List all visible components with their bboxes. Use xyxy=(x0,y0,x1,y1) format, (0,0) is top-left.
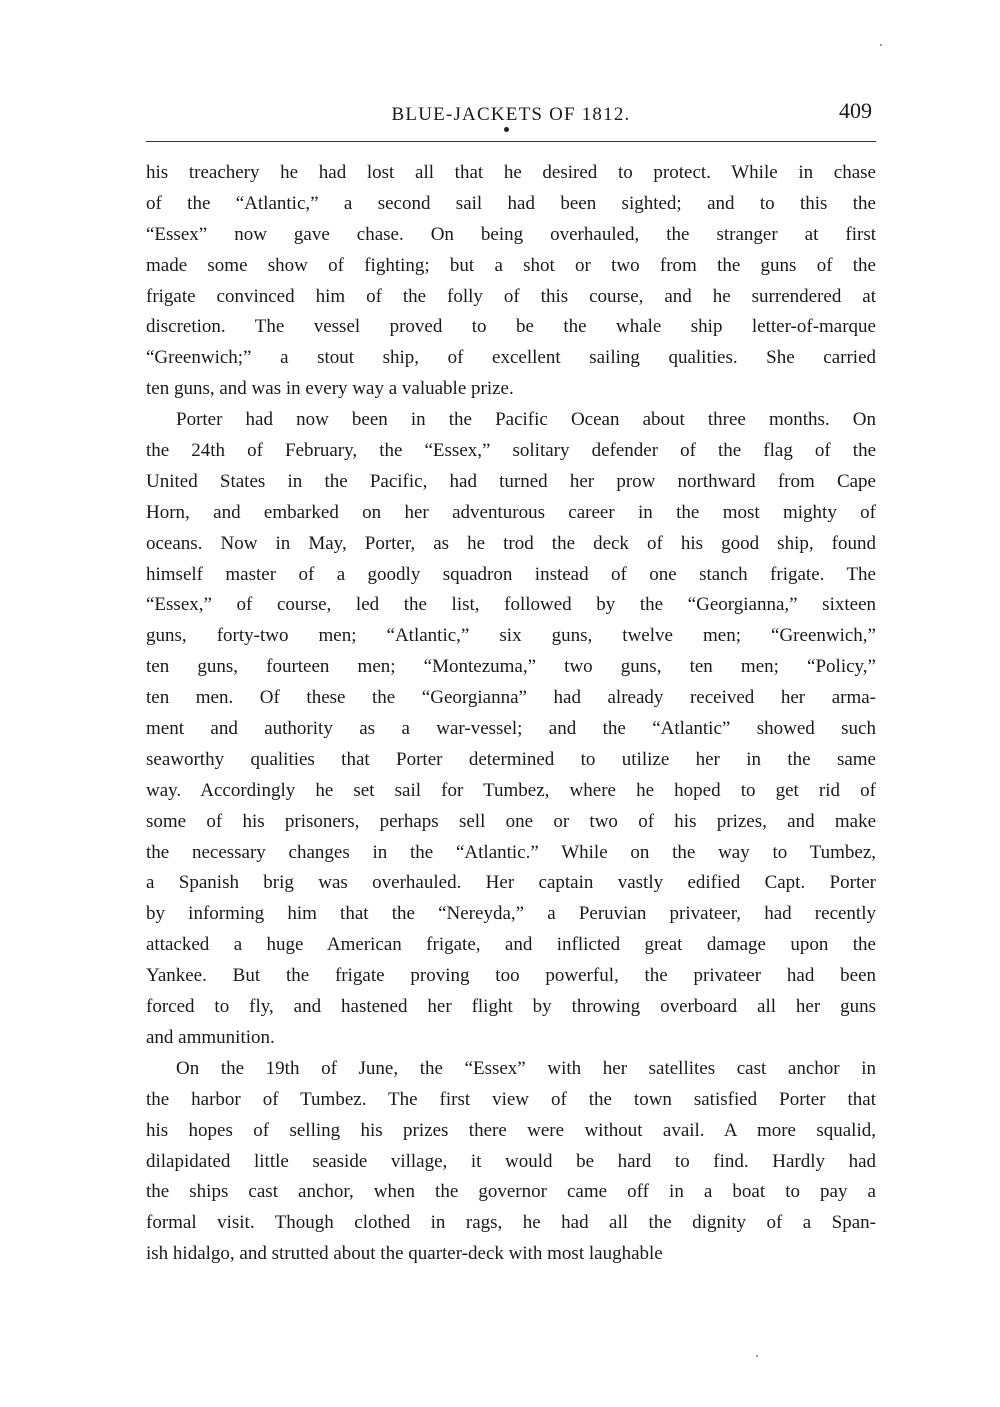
text-line: the harbor of Tumbez. The first view of the town satisfied Porter that xyxy=(146,1088,876,1110)
text-line: ten guns, fourteen men; “Montezuma,” two guns, ten men; “Policy,” xyxy=(146,656,876,678)
text-line: Porter had now been in the Pacific Ocean about three months. On xyxy=(176,409,876,431)
text-line: dilapidated little seaside village, it would be hard to find. Hardly had xyxy=(146,1150,876,1172)
text-line: attacked a huge American frigate, and inflicted great damage upon the xyxy=(146,934,876,956)
text-line: On the 19th of June, the “Essex” with her satellites cast anchor in xyxy=(176,1057,876,1079)
header-rule xyxy=(146,141,876,142)
text-line: ment and authority as a war-vessel; and the “Atlantic” showed such xyxy=(146,718,876,740)
paragraph xyxy=(146,405,876,1054)
running-head xyxy=(146,98,876,138)
text-line: “Essex” now gave chase. On being overhauled, the stranger at first xyxy=(146,223,876,245)
text-line: ten men. Of these the “Georgianna” had already received her arma- xyxy=(146,687,876,709)
text-line: Yankee. But the frigate proving too powerful, the privateer had been xyxy=(146,965,876,987)
text-line: the necessary changes in the “Atlantic.” While on the way to Tumbez, xyxy=(146,841,876,863)
text-line: made some show of fighting; but a shot or two from the guns of the xyxy=(146,254,876,276)
text-line: the ships cast anchor, when the governor came off in a boat to pay a xyxy=(146,1181,876,1203)
text-line: his treachery he had lost all that he desired to protect. While in chase xyxy=(146,162,876,183)
page-number: 409 xyxy=(839,98,872,123)
text-line: a Spanish brig was overhauled. Her captain vastly edified Capt. Porter xyxy=(146,872,876,894)
running-title: BLUE-JACKETS OF 1812. xyxy=(391,104,631,125)
text-line: his hopes of selling his prizes there were without avail. A more squalid, xyxy=(146,1119,876,1141)
paper-speck xyxy=(880,44,882,46)
text-line: oceans. Now in May, Porter, as he trod the deck of his good ship, found xyxy=(146,532,876,554)
text-line: of the “Atlantic,” a second sail had been sighted; and to this the xyxy=(146,192,876,214)
text-line: “Essex,” of course, led the list, followed by the “Georgianna,” sixteen xyxy=(146,594,876,616)
paragraph xyxy=(146,158,876,405)
text-line: discretion. The vessel proved to be the whale ship letter-of-marque xyxy=(146,316,876,338)
text-line: forced to fly, and hastened her flight by throwing overboard all her guns xyxy=(146,996,876,1018)
text-line: himself master of a goodly squadron instead of one stanch frigate. The xyxy=(146,563,876,585)
text-line: and ammunition. xyxy=(146,1026,275,1048)
header-rule-dot xyxy=(504,127,509,132)
text-line: guns, forty-two men; “Atlantic,” six guns, twelve men; “Greenwich,” xyxy=(146,625,876,647)
text-line: seaworthy qualities that Porter determined to utilize her in the same xyxy=(146,748,876,770)
text-line: United States in the Pacific, had turned her prow northward from Cape xyxy=(146,470,876,492)
text-line: ish hidalgo, and strutted about the quarter-deck with most laughable xyxy=(146,1243,663,1265)
text-line: by informing him that the “Nereyda,” a Peruvian privateer, had recently xyxy=(146,903,876,925)
text-line: formal visit. Though clothed in rags, he had all the dignity of a Span- xyxy=(146,1212,876,1234)
text-line: the 24th of February, the “Essex,” solitary defender of the flag of the xyxy=(146,440,876,462)
text-line: some of his prisoners, perhaps sell one or two of his prizes, and make xyxy=(146,810,876,832)
text-line: way. Accordingly he set sail for Tumbez, where he hoped to get rid of xyxy=(146,779,876,801)
text-line: frigate convinced him of the folly of this course, and he surrendered at xyxy=(146,285,876,307)
text-line: “Greenwich;” a stout ship, of excellent sailing qualities. She carried xyxy=(146,347,876,369)
paragraph xyxy=(146,1054,876,1270)
text-line: ten guns, and was in every way a valuable prize. xyxy=(146,378,514,400)
paper-speck xyxy=(756,1355,758,1357)
text-line: Horn, and embarked on her adventurous career in the most mighty of xyxy=(146,501,876,523)
body-text xyxy=(146,158,876,1270)
